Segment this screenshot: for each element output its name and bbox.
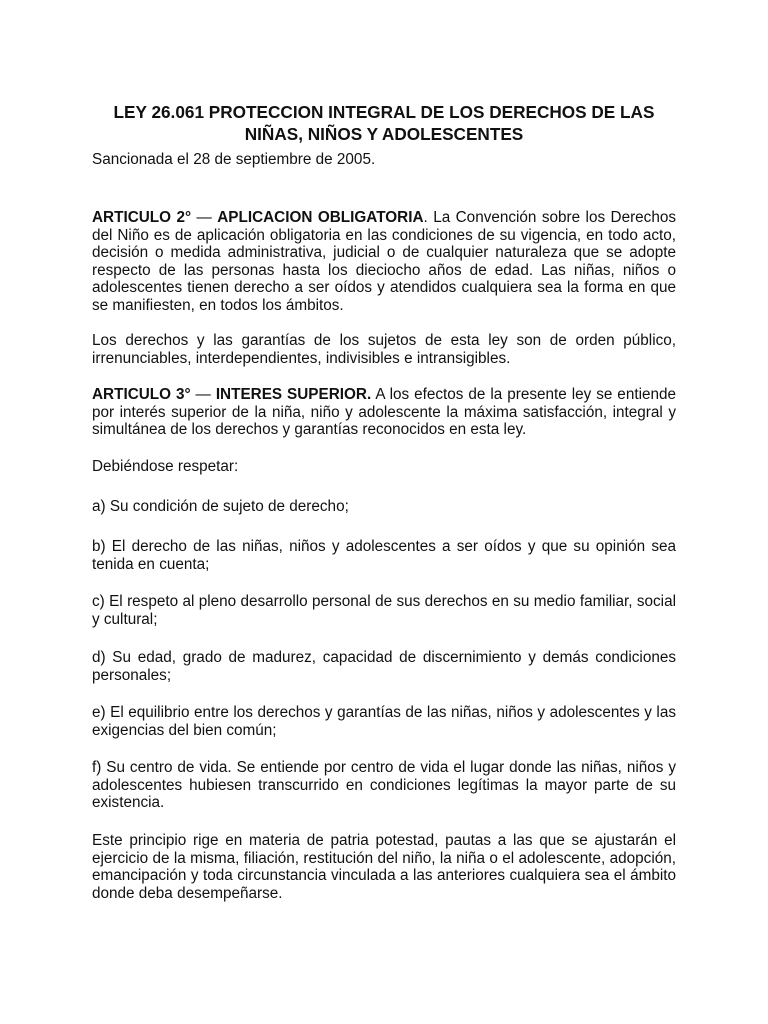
sanction-date: Sancionada el 28 de septiembre de 2005. xyxy=(92,151,376,168)
list-item-b: b) El derecho de las niñas, niños y adolescentes a ser oídos y que su opinión sea tenida en cuenta; xyxy=(92,538,676,573)
article-2-paragraph xyxy=(92,209,676,315)
document-title xyxy=(92,101,676,145)
article-3-heading: INTERES SUPERIOR. xyxy=(215,386,372,403)
list-item-d: d) Su edad, grado de madurez, capacidad de discernimiento y demás condiciones personales; xyxy=(92,649,676,684)
list-item-e: e) El equilibrio entre los derechos y garantías de las niñas, niños y adolescentes y las exigencias del bien común; xyxy=(92,704,676,739)
article-3-text: A los efectos de la presente ley se entiende por interés superior de la niña, niño y adolescente la máxima satisfacción, integral y simultánea de los derechos y garantías reconocidos en esta ley. xyxy=(92,386,677,439)
title-line-2: NIÑAS, NIÑOS Y ADOLESCENTES xyxy=(244,124,524,144)
article-3-label: ARTICULO 3° xyxy=(92,386,191,403)
article-2-heading: APLICACION OBLIGATORIA xyxy=(217,209,424,226)
article-3-paragraph xyxy=(92,386,676,439)
article-3-dash: — xyxy=(190,386,216,403)
article-2-label: ARTICULO 2° xyxy=(92,209,192,226)
title-line-1: LEY 26.061 PROTECCION INTEGRAL DE LOS DERECHOS DE LAS xyxy=(113,102,655,122)
list-item-a: a) Su condición de sujeto de derecho; xyxy=(92,498,349,515)
list-item-c: c) El respeto al pleno desarrollo personal de sus derechos en su medio familiar, social y cultural; xyxy=(92,593,676,628)
article-2-second-paragraph: Los derechos y las garantías de los sujetos de esta ley son de orden público, irrenunciables, interdependientes, indivisibles e intransigibles. xyxy=(92,332,676,367)
list-item-f: f) Su centro de vida. Se entiende por centro de vida el lugar donde las niñas, niños y adolescentes hubiesen transcurrido en condiciones legítimas la mayor parte de su existencia. xyxy=(92,759,676,812)
respect-intro: Debiéndose respetar: xyxy=(92,458,239,475)
article-2-dash: — xyxy=(191,209,218,226)
closing-paragraph: Este principio rige en materia de patria potestad, pautas a las que se ajustarán el ejercicio de la misma, filiación, restitución del niño, la niña o el adolescente, adopción, emancipación y toda circunstancia vinculada a las anteriores cualquiera sea el ámbito donde deba desempeñarse. xyxy=(92,832,676,902)
article-2-text: . La Convención sobre los Derechos del Niño es de aplicación obligatoria en las condiciones de su vigencia, en todo acto, decisión o medida administrativa, judicial o de cualquier naturaleza que se adopte respecto de las personas hasta los dieciocho años de edad. Las niñas, niños o adolescentes tienen derecho a ser oídos y atendidos cualquiera sea la forma en que se manifiesten, en todos los ámbitos. xyxy=(92,209,676,314)
